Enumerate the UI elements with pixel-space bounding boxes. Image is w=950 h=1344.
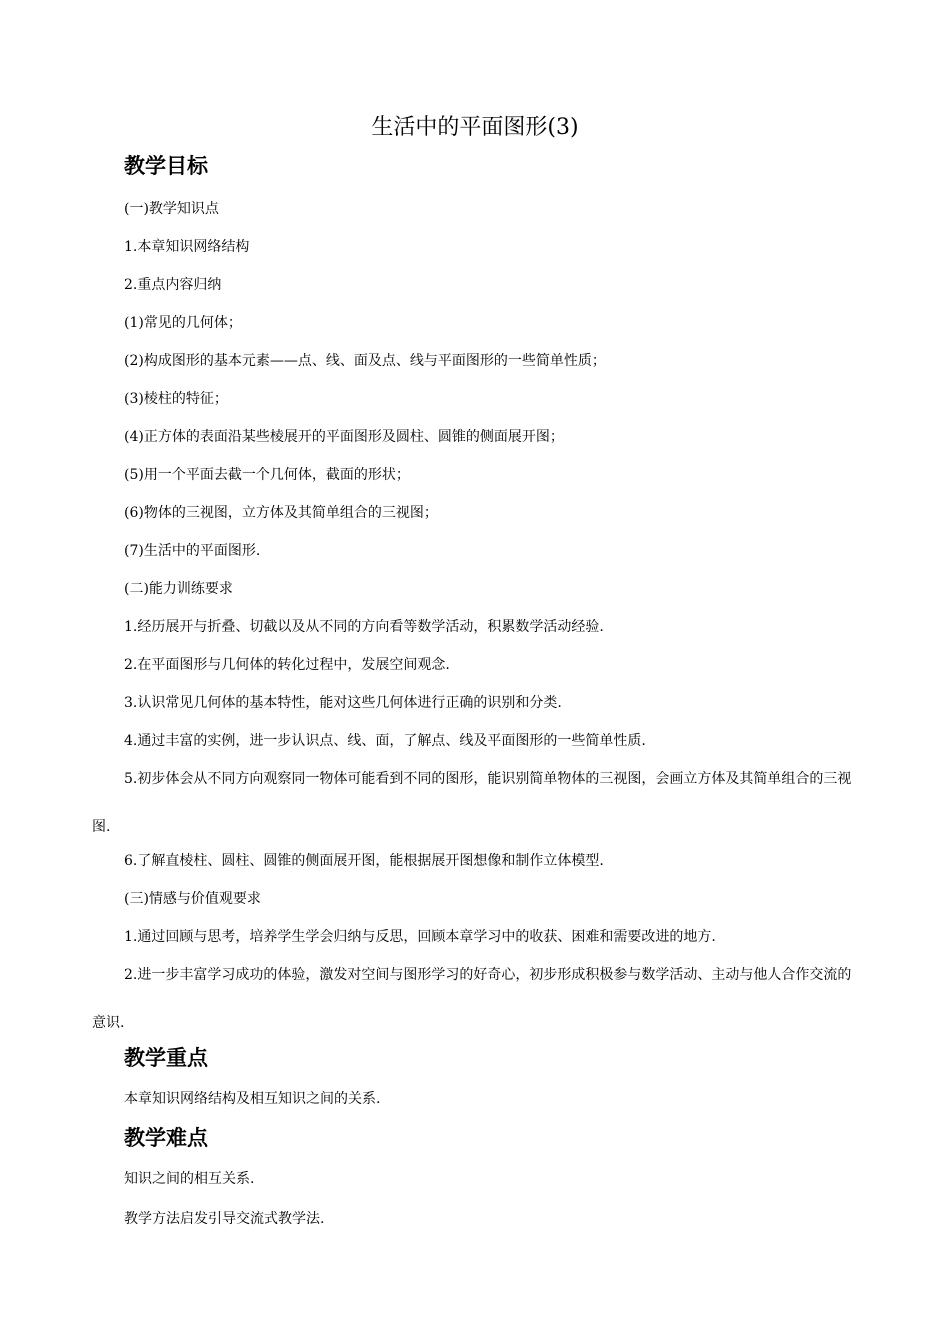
- ability-item: 6.了解直棱柱、圆柱、圆锥的侧面展开图，能根据展开图想像和制作立体模型.: [124, 853, 604, 869]
- subheading-emotion: (三)情感与价值观要求: [124, 891, 261, 907]
- key-points-text: 本章知识网络结构及相互知识之间的关系.: [124, 1091, 381, 1107]
- ability-item: 1.经历展开与折叠、切截以及从不同的方向看等数学活动，积累数学活动经验.: [124, 619, 604, 635]
- heading-difficult-points: 教学难点: [124, 1126, 208, 1150]
- knowledge-item: (3)棱柱的特征；: [124, 391, 228, 407]
- knowledge-item: (6)物体的三视图，立方体及其简单组合的三视图；: [124, 505, 438, 521]
- emotion-item: 2.进一步丰富学习成功的体验，激发对空间与图形学习的好奇心，初步形成积极参与数学活动、主动与他人合作交流的意识.: [92, 967, 852, 1031]
- heading-key-points: 教学重点: [124, 1046, 208, 1070]
- ability-item: 3.认识常见几何体的基本特性，能对这些几何体进行正确的识别和分类.: [124, 695, 562, 711]
- heading-objectives: 教学目标: [124, 154, 208, 178]
- ability-item: 2.在平面图形与几何体的转化过程中，发展空间观念.: [124, 657, 450, 673]
- knowledge-item: 1.本章知识网络结构: [124, 239, 250, 255]
- difficult-points-text: 知识之间的相互关系.: [124, 1171, 255, 1187]
- teaching-method-text: 教学方法启发引导交流式教学法.: [124, 1211, 325, 1227]
- subheading-ability: (二)能力训练要求: [124, 581, 233, 597]
- ability-item: 5.初步体会从不同方向观察同一物体可能看到不同的图形，能识别简单物体的三视图，会画立方体及其简单组合的三视图.: [92, 771, 852, 835]
- knowledge-item: (5)用一个平面去截一个几何体，截面的形状；: [124, 467, 410, 483]
- subheading-knowledge: (一)教学知识点: [124, 201, 219, 217]
- document-title: 生活中的平面图形(3): [371, 115, 579, 140]
- knowledge-item: (7)生活中的平面图形.: [124, 543, 261, 559]
- knowledge-item: (4)正方体的表面沿某些棱展开的平面图形及圆柱、圆锥的侧面展开图；: [124, 429, 564, 445]
- knowledge-item: (1)常见的几何体；: [124, 315, 242, 331]
- ability-item: 4.通过丰富的实例，进一步认识点、线、面，了解点、线及平面图形的一些简单性质.: [124, 733, 646, 749]
- knowledge-item: (2)构成图形的基本元素——点、线、面及点、线与平面图形的一些简单性质；: [124, 353, 606, 369]
- knowledge-item: 2.重点内容归纳: [124, 277, 222, 293]
- emotion-item: 1.通过回顾与思考，培养学生学会归纳与反思，回顾本章学习中的收获、困难和需要改进的地方.: [124, 929, 716, 945]
